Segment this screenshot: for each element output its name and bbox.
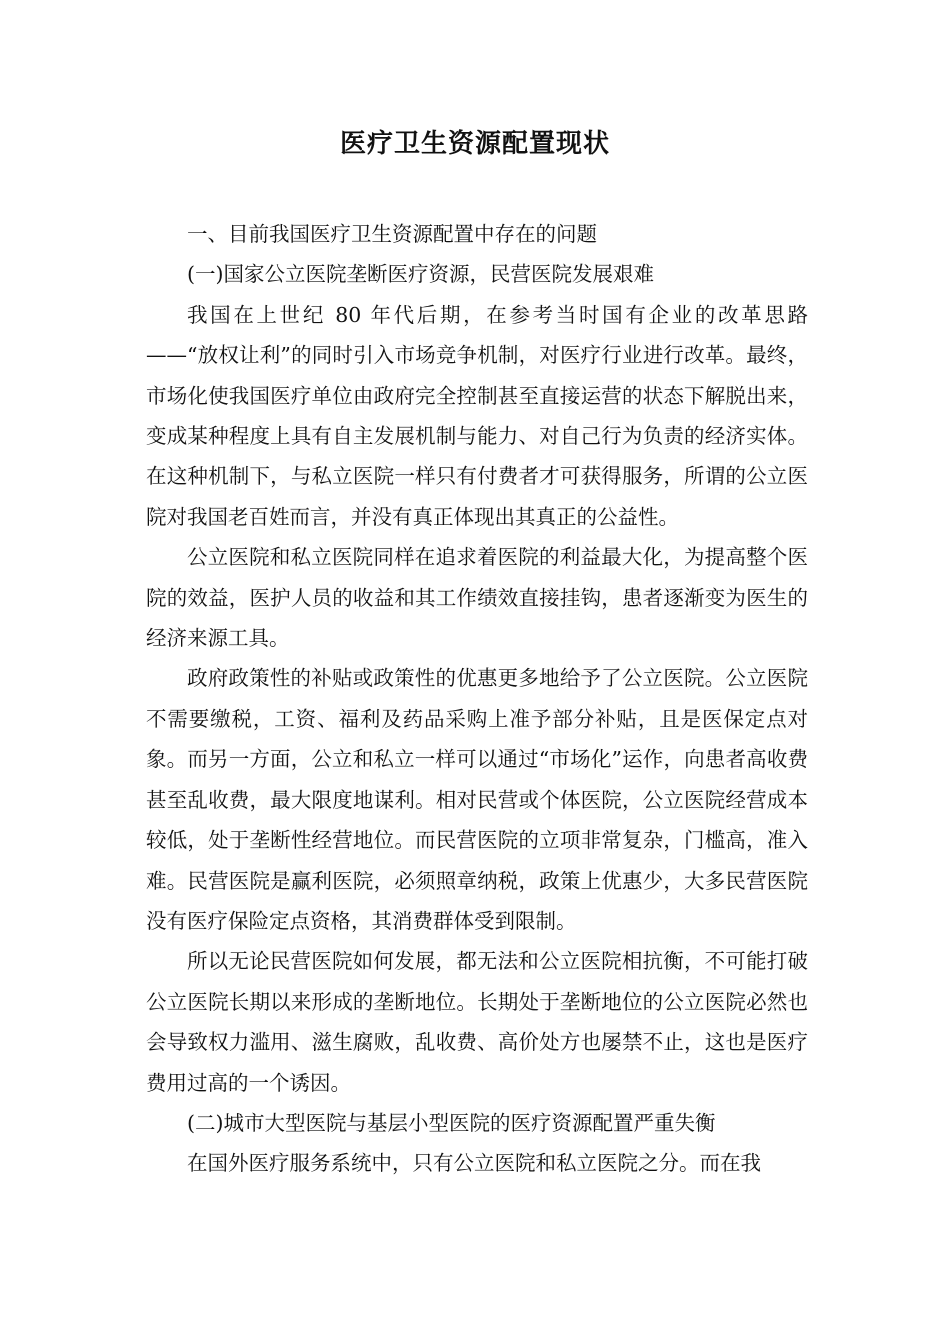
paragraph-4: 所以无论民营医院如何发展，都无法和公立医院相抗衡，不可能打破公立医院长期以来形成的垄断地位。长期处于垄断地位的公立医院必然也会导致权力滥用、滋生腐败，乱收费、高价处方也屡禁不止，这也是医疗费用过高的一个诱因。	[146, 949, 808, 1095]
paragraph-3: 政府政策性的补贴或政策性的优惠更多地给予了公立医院。公立医院不需要缴税，工资、福利及药品采购上准予部分补贴，且是医保定点对象。而另一方面，公立和私立一样可以通过“市场化”运作，向患者高收费甚至乱收费，最大限度地谋利。相对民营或个体医院，公立医院经营成本较低，处于垄断性经营地位。而民营医院的立项非常复杂，门槛高，准入难。民营医院是赢利医院，必须照章纳税，政策上优惠少，大多民营医院没有医疗保险定点资格，其消费群体受到限制。	[146, 666, 808, 933]
subsection-heading-2: (二)城市大型医院与基层小型医院的医疗资源配置严重失衡	[187, 1110, 716, 1135]
subsection-heading-1: (一)国家公立医院垄断医疗资源，民营医院发展艰难	[187, 262, 654, 287]
document-body	[146, 214, 808, 1184]
section-heading-1: 一、目前我国医疗卫生资源配置中存在的问题	[187, 222, 597, 246]
paragraph-2: 公立医院和私立医院同样在追求着医院的利益最大化，为提高整个医院的效益，医护人员的收益和其工作绩效直接挂钩，患者逐渐变为医生的经济来源工具。	[146, 545, 808, 651]
paragraph-1: 我国在上世纪 80 年代后期，在参考当时国有企业的改革思路——“放权让利”的同时引入市场竞争机制，对医疗行业进行改革。最终，市场化使我国医疗单位由政府完全控制甚至直接运营的状态下解脱出来，变成某种程度上具有自主发展机制与能力、对自己行为负责的经济实体。在这种机制下，与私立医院一样只有付费者才可获得服务，所谓的公立医院对我国老百姓而言，并没有真正体现出其真正的公益性。	[146, 302, 808, 529]
document-title: 医疗卫生资源配置现状	[339, 129, 610, 159]
paragraph-5: 在国外医疗服务系统中，只有公立医院和私立医院之分。而在我	[187, 1151, 761, 1176]
